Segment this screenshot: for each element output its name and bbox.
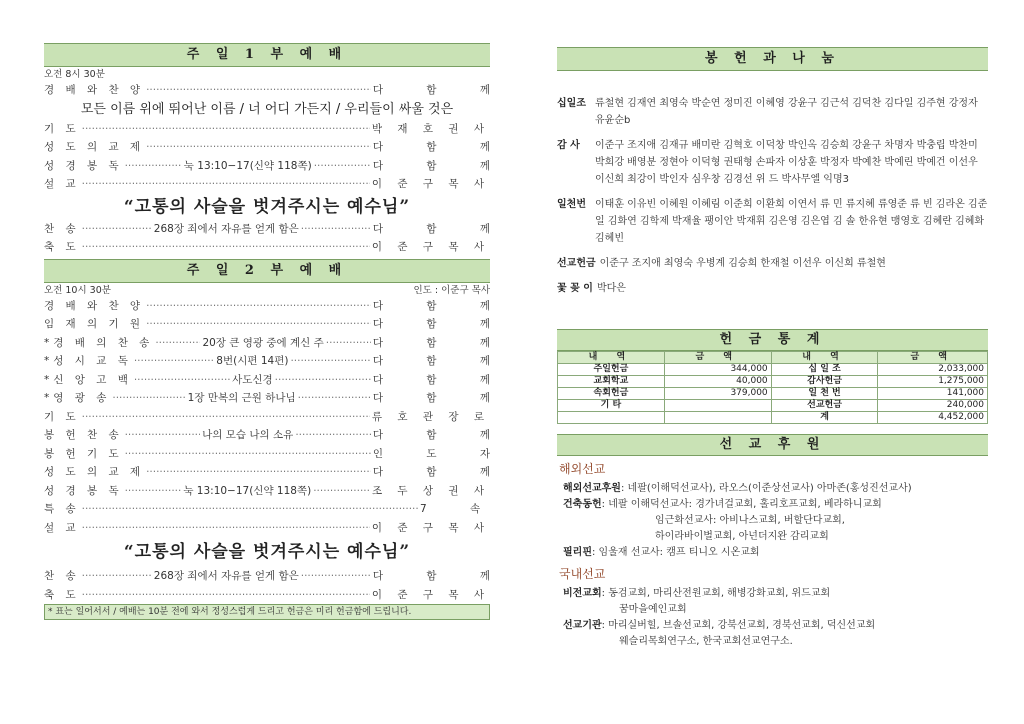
stats-label: 주일헌금 <box>558 364 665 376</box>
offering-names: 박다은 <box>596 283 626 294</box>
mission-value: 네팔(이해덕선교사), 라오스(이준상선교사) 아마존(홍성진선교사) <box>627 483 912 494</box>
offering-row <box>557 137 988 188</box>
mission-row <box>557 513 988 529</box>
leader-dots <box>146 297 371 316</box>
service1-time: 오전 8시 30분 <box>44 69 105 80</box>
order-row <box>44 463 510 482</box>
mission-value: 동검교회, 마리산전원교회, 해병강화교회, 위드교회 <box>608 588 831 599</box>
offering-names: 이태훈 이유빈 이혜원 이혜림 이준희 이환희 이연서 류 민 류지혜 류영준 류 빈 김라온 김준일 김화연 김학제 박재율 팽이안 박재휘 김은영 김은엽 김 솔 한유현 맹영호 김혜란 김혜화 김혜빈 <box>595 199 988 244</box>
stats-amount: 4,452,000 <box>878 412 988 424</box>
mission-value: 임울재 선교사: 캠프 티니오 시온교회 <box>598 547 760 558</box>
order-row <box>44 445 510 464</box>
leader-dots <box>125 426 201 445</box>
order-detail: 20장 큰 영광 중에 계신 주 <box>202 336 324 349</box>
stats-amount: 2,033,000 <box>878 364 988 376</box>
offering-category: 선교헌금 <box>557 258 596 269</box>
service1-songs: 모든 이름 위에 뛰어난 이름 / 너 어디 가든지 / 우리들이 싸울 것은 <box>80 101 454 117</box>
offering-row <box>557 280 988 297</box>
order-person: 박 재 호 권 사 <box>371 122 490 135</box>
leader-dots <box>125 157 182 176</box>
offering-title: 봉 헌 과 나 눔 <box>557 47 988 71</box>
mission-row <box>557 529 988 545</box>
mission-value: 꿈마을예인교회 <box>619 604 687 615</box>
offering-names: 류철현 김재연 최영숙 박순연 정미진 이혜영 강윤구 김근석 김덕찬 김다일 김주현 강정자 유윤순b <box>595 98 978 126</box>
leader-dots <box>112 389 185 408</box>
order-person: 다 함 께 <box>372 570 511 582</box>
order-row <box>44 220 511 239</box>
order-row <box>44 138 510 157</box>
order-row <box>44 175 490 194</box>
mission-key: 해외선교후원 <box>563 483 621 494</box>
leader-dots <box>275 371 371 390</box>
order-label: 특 송 <box>44 503 80 515</box>
order-detail: 8번(시편 14편) <box>216 355 289 367</box>
stats-row <box>558 400 988 412</box>
offering-row <box>557 255 988 272</box>
stats-title: 헌 금 통 계 <box>557 329 988 351</box>
order-label: *영 광 송 <box>44 392 111 404</box>
stats-amount: 379,000 <box>664 388 771 400</box>
mission-key: 필리핀 <box>563 547 592 558</box>
stats-label: 일 천 번 <box>771 388 878 400</box>
order-person: 류 호 관 장 로 <box>371 410 490 423</box>
service2-sermon-title: “고통의 사슬을 벗겨주시는 예수님” <box>123 542 411 562</box>
order-person: 조 두 상 권 사 <box>371 484 491 497</box>
leader-dots <box>134 371 230 390</box>
stats-header: 금 액 <box>664 352 771 364</box>
order-label: 성 도 의 교 제 <box>44 141 145 153</box>
stats-amount <box>664 400 771 412</box>
leader-dots <box>146 138 371 157</box>
order-detail: 눅 13:10−17(신약 118쪽) <box>183 484 312 497</box>
leader-dots <box>82 500 418 519</box>
leader-dots <box>134 352 214 371</box>
mission-key: 선교기관 <box>563 620 602 631</box>
order-label: 성 도 의 교 제 <box>44 466 145 478</box>
mission-value: 웨슬리목회연구소, 한국교회선교연구소. <box>619 636 793 647</box>
order-person: 다 함 께 <box>372 84 510 96</box>
order-person: 다 함 께 <box>372 373 510 386</box>
worship-column <box>44 0 511 620</box>
order-person: 다 함 께 <box>372 466 510 478</box>
order-label: 봉 헌 기 도 <box>44 447 123 460</box>
order-person: 다 함 께 <box>372 222 511 235</box>
service2-title: 주 일 2 부 예 배 <box>44 259 490 283</box>
service2-time: 오전 10시 30분 <box>44 284 111 296</box>
order-person: 다 함 께 <box>372 299 510 312</box>
order-label: 봉 헌 찬 송 <box>44 429 123 441</box>
order-person: 인 도 자 <box>372 447 510 460</box>
service2-leader: 인도 : 이준구 목사 <box>413 284 490 296</box>
mission-value: 하이라바이벌교회, 아넌더지완 감리교회 <box>655 531 829 542</box>
order-detail: 사도신경 <box>232 373 273 386</box>
order-row <box>44 389 511 408</box>
stats-amount: 1,275,000 <box>878 376 988 388</box>
stats-label: 계 <box>771 412 878 424</box>
order-row <box>44 426 510 445</box>
order-row <box>44 81 510 100</box>
leader-dots <box>82 408 370 427</box>
leader-dots <box>125 445 371 464</box>
stats-amount: 344,000 <box>664 364 771 376</box>
service1-title: 주 일 1 부 예 배 <box>44 43 490 67</box>
mission-row <box>557 602 988 618</box>
stats-label: 십 일 조 <box>771 364 878 376</box>
order-detail: 1장 만복의 근원 하나님 <box>187 392 296 404</box>
order-person: 7 속 <box>420 503 501 515</box>
order-row <box>44 408 490 427</box>
stats-table <box>557 351 988 424</box>
leader-dots <box>146 463 371 482</box>
leader-dots <box>82 519 370 538</box>
order-person: 다 함 께 <box>372 429 510 441</box>
order-label: *성 시 교 독 <box>44 355 132 367</box>
order-label: 경 배 와 찬 양 <box>44 299 145 312</box>
order-label: 축 도 <box>44 241 80 253</box>
service-note: * 표는 일어서서 / 예배는 10분 전에 와서 정성스럽게 드리고 헌금은 미리 헌금함에 드립니다. <box>44 604 490 620</box>
order-row <box>44 482 490 501</box>
mission-title: 선 교 후 원 <box>557 434 988 456</box>
order-label: *신 앙 고 백 <box>44 373 132 386</box>
offering-category: 십일조 <box>557 98 586 109</box>
mission-row: 필리핀: 임울재 선교사: 캠프 티니오 시온교회 <box>563 547 760 558</box>
order-label: 기 도 <box>44 410 80 423</box>
order-person: 다 함 께 <box>372 159 511 172</box>
order-label: 설 교 <box>44 178 80 190</box>
stats-row <box>558 388 988 400</box>
offering-category: 감 사 <box>557 140 580 151</box>
stats-label: 감사헌금 <box>771 376 878 388</box>
leader-dots <box>146 81 371 100</box>
leader-dots <box>298 389 371 408</box>
order-label: *경 배 의 찬 송 <box>44 336 154 349</box>
order-row <box>44 157 511 176</box>
offering-category: 꽃 꽂 이 <box>557 283 593 294</box>
order-person: 다 함 께 <box>372 336 510 349</box>
stats-row <box>558 364 988 376</box>
leader-dots <box>125 482 182 501</box>
stats-label: 기 타 <box>558 400 665 412</box>
offering-list <box>557 95 988 297</box>
order-row <box>44 567 511 586</box>
mission-row: 해외선교후원: 네팔(이해덕선교사), 라오스(이준상선교사) 아마존(홍성진선교사) <box>563 483 912 494</box>
mission-value: 마리실버힐, 브솔선교회, 강북선교회, 경북선교회, 덕신선교회 <box>608 620 876 631</box>
order-person: 다 함 께 <box>372 141 510 153</box>
order-person: 다 함 께 <box>372 392 511 404</box>
stats-label: 교회학교 <box>558 376 665 388</box>
stats-header: 금 액 <box>878 352 988 364</box>
service1-sermon-title: “고통의 사슬을 벗겨주시는 예수님” <box>123 196 411 217</box>
order-person: 이 준 구 목 사 <box>371 588 490 601</box>
stats-row <box>558 412 988 424</box>
order-row <box>44 371 510 390</box>
stats-header: 내 역 <box>771 352 878 364</box>
mission-value: 임근화선교사: 아비나스교회, 버할단다교회, <box>655 515 845 526</box>
stats-label: 속회헌금 <box>558 388 665 400</box>
order-label: 축 도 <box>44 588 80 601</box>
order-detail: 나의 모습 나의 소유 <box>202 429 294 441</box>
mission-row: 건축동헌: 네팔 이해덕선교사: 경가녀걸교회, 홀리호프교회, 베라하니교회 <box>563 499 882 510</box>
order-row <box>44 315 510 334</box>
order-label: 찬 송 <box>44 570 80 582</box>
leader-dots <box>82 567 152 586</box>
stats-amount: 141,000 <box>878 388 988 400</box>
leader-dots <box>301 220 371 239</box>
order-label: 경 배 와 찬 양 <box>44 84 145 96</box>
order-row <box>44 238 490 257</box>
leader-dots <box>146 315 371 334</box>
offering-names: 이준구 조지애 김재규 배미란 김혁호 이덕창 박인옥 김승희 강윤구 차명자 박충립 박찬미 박희강 배영분 정현아 이덕형 권태형 손파자 이상훈 박정자 박예찬 박예린 박예건 이선우 이신희 최강이 박인자 심우창 김경선 위 드 박사무엘 익명3 <box>595 140 978 185</box>
mission-key: 건축동헌 <box>563 499 602 510</box>
stats-amount: 240,000 <box>878 400 988 412</box>
order-row <box>44 297 510 316</box>
leader-dots <box>82 238 370 257</box>
order-detail: 눅 13:10−17(신약 118쪽) <box>183 159 312 172</box>
mission-row: 비전교회: 동검교회, 마리산전원교회, 해병강화교회, 위드교회 <box>563 588 831 599</box>
overseas-mission-heading: 해외선교 <box>559 462 606 476</box>
order-label: 성 경 봉 독 <box>44 159 123 172</box>
order-person: 다 함 께 <box>372 355 511 367</box>
leader-dots <box>290 352 370 371</box>
offering-column <box>557 0 988 650</box>
leader-dots <box>82 175 370 194</box>
order-label: 찬 송 <box>44 222 80 235</box>
order-label: 기 도 <box>44 122 80 135</box>
mission-value: 네팔 이해덕선교사: 경가녀걸교회, 홀리호프교회, 베라하니교회 <box>608 499 882 510</box>
leader-dots <box>82 586 370 605</box>
order-row <box>44 586 490 605</box>
leader-dots <box>82 220 152 239</box>
mission-key: 비전교회 <box>563 588 602 599</box>
stats-label <box>558 412 665 424</box>
leader-dots <box>326 334 371 353</box>
order-person: 이 준 구 목 사 <box>371 178 490 190</box>
leader-dots <box>155 334 200 353</box>
order-detail: 268장 죄에서 자유를 얻게 함은 <box>153 570 299 582</box>
domestic-mission-heading: 국내선교 <box>559 567 606 581</box>
offering-names: 이준구 조지애 최영숙 우병계 김승희 한재철 이선우 이신희 류철현 <box>599 258 886 269</box>
offering-category: 일천번 <box>557 199 586 210</box>
order-detail: 268장 죄에서 자유를 얻게 함은 <box>153 222 299 235</box>
stats-amount <box>664 412 771 424</box>
order-person: 다 함 께 <box>372 318 510 330</box>
offering-row <box>557 196 988 247</box>
stats-amount: 40,000 <box>664 376 771 388</box>
stats-header: 내 역 <box>558 352 665 364</box>
order-row <box>44 500 501 519</box>
leader-dots <box>301 567 371 586</box>
leader-dots <box>82 120 370 139</box>
order-row <box>44 120 490 139</box>
leader-dots <box>295 426 371 445</box>
order-row <box>44 519 490 538</box>
offering-row <box>557 95 988 129</box>
order-label: 설 교 <box>44 521 80 534</box>
stats-row <box>558 376 988 388</box>
leader-dots <box>314 157 371 176</box>
order-label: 성 경 봉 독 <box>44 484 123 497</box>
leader-dots <box>313 482 370 501</box>
order-label: 임 재 의 기 원 <box>44 318 145 330</box>
order-row <box>44 334 510 353</box>
order-row <box>44 352 511 371</box>
order-person: 이 준 구 목 사 <box>371 521 490 534</box>
mission-row: 선교기관: 마리실버힐, 브솔선교회, 강북선교회, 경북선교회, 덕신선교회 <box>563 620 876 631</box>
stats-label: 선교헌금 <box>771 400 878 412</box>
order-person: 이 준 구 목 사 <box>371 241 490 253</box>
mission-row <box>557 634 988 650</box>
